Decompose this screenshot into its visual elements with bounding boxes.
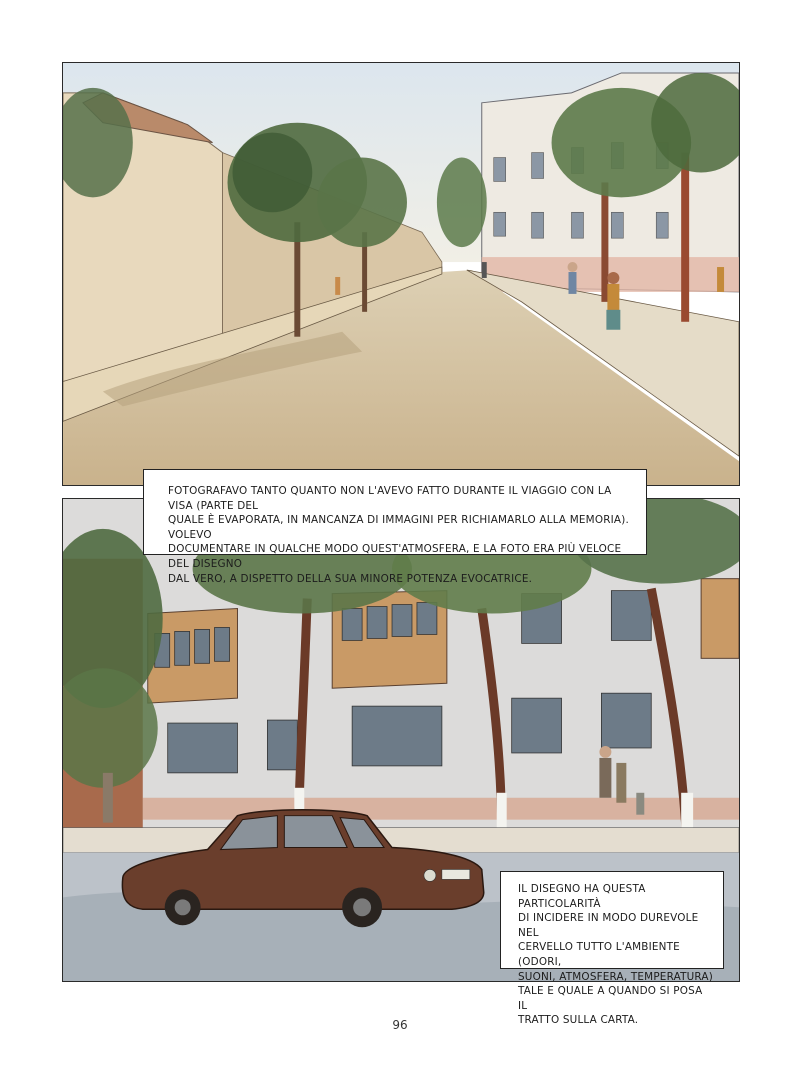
caption-bottom: IL DISEGNO HA QUESTA PARTICOLARITÀ DI INCIDERE IN MODO DUREVOLE NEL CERVELLO TUTTO L'AMBIENTE (ODORI, SUONI, ATMOSFERA, TEMPERATURA) TALE E QUALE A QUANDO SI POSA IL TRATTO SULLA CARTA. [500, 871, 724, 969]
caption-top: FOTOGRAFAVO TANTO QUANTO NON L'AVEVO FATTO DURANTE IL VIAGGIO CON LA VISA (PARTE DEL QUALE È EVAPORATA, IN MANCANZA DI IMMAGINI PER RICHIAMARLO ALLA MEMORIA). VOLEVO DOCUMENTARE IN QUALCHE MODO QUEST'ATMOSFERA, E LA FOTO ERA PIÙ VELOCE DEL DISEGNO DAL VERO, A DISPETTO DELLA SUA MINORE POTENZA EVOCATRICE. [143, 469, 647, 555]
facade-plinth [143, 798, 739, 820]
top-panel-street-illustration [62, 62, 740, 486]
street-scene-drawing [63, 63, 739, 485]
page-number: 96 [392, 1018, 408, 1032]
